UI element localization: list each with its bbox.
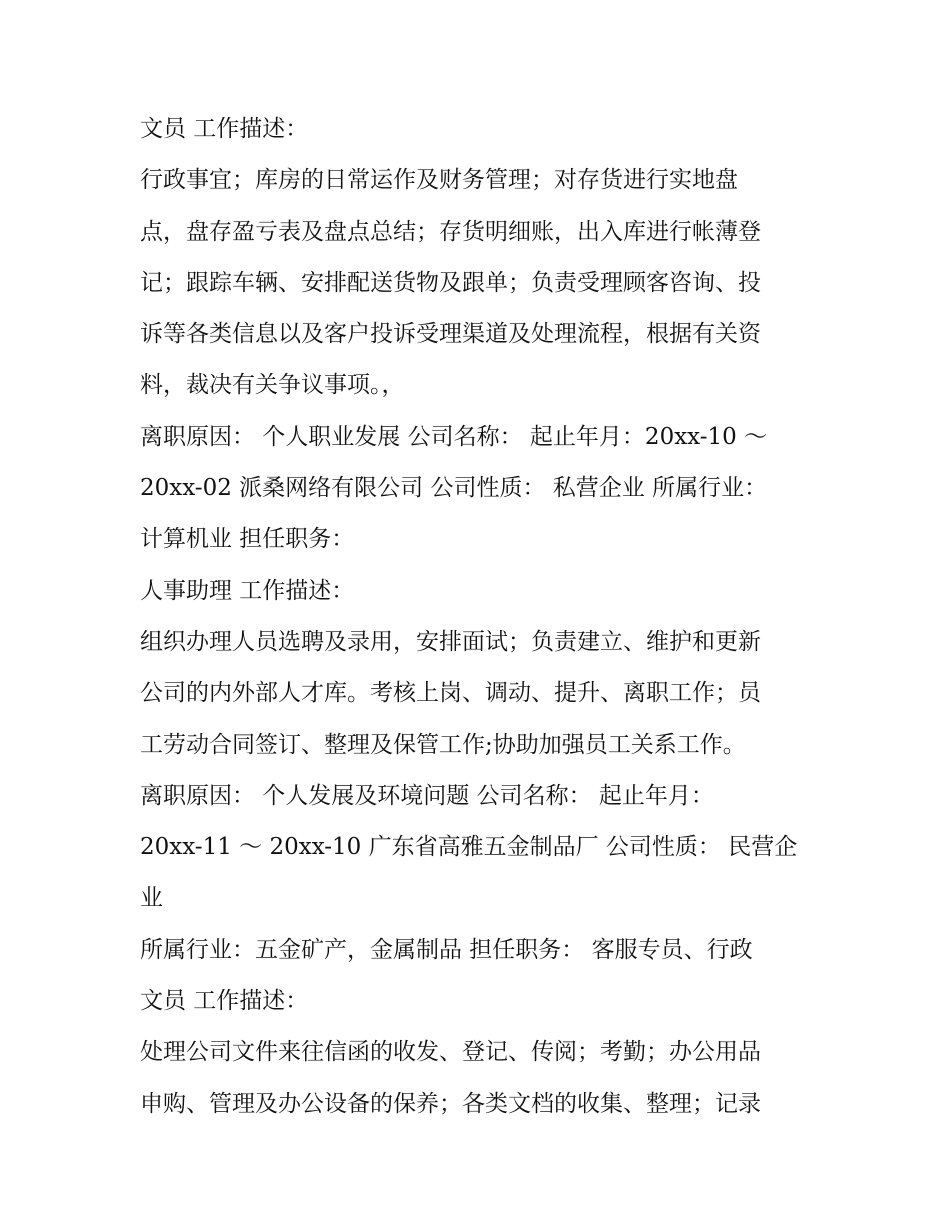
text-line: 文员 工作描述： [140, 988, 309, 1015]
text-line: 人事助理 工作描述： [140, 577, 355, 604]
text-line: 20xx-11 ～ 20xx-10 广东省高雅五金制品厂 公司性质： 民营企 [140, 834, 798, 861]
text-line: 所属行业：五金矿产，金属制品 担任职务： 客服专员、行政 [140, 936, 753, 963]
text-line: 组织办理人员选聘及录用，安排面试；负责建立、维护和更新 [140, 628, 761, 655]
text-line: 20xx-02 派桑网络有限公司 公司性质： 私营企业 所属行业： [140, 475, 768, 502]
text-line: 工劳动合同签订、整理及保管工作;协助加强员工关系工作。 [140, 731, 746, 758]
text-line: 处理公司文件来往信函的收发、登记、传阅；考勤；办公用品 [140, 1039, 761, 1066]
document-body [140, 104, 830, 1130]
text-line: 文员 工作描述： [140, 116, 309, 142]
text-line: 诉等各类信息以及客户投诉受理渠道及处理流程，根据有关资 [140, 321, 761, 348]
text-line: 行政事宜；库房的日常运作及财务管理；对存货进行实地盘 [140, 167, 738, 194]
text-line: 点，盘存盈亏表及盘点总结；存货明细账，出入库进行帐薄登 [140, 218, 761, 245]
text-line: 离职原因： 个人职业发展 公司名称： 起止年月：20xx-10 ～ [140, 423, 768, 450]
text-line: 料，裁决有关争议事项。， [140, 372, 405, 399]
text-line: 申购、管理及办公设备的保养；各类文档的收集、整理；记录 [140, 1090, 761, 1117]
text-line: 记；跟踪车辆、安排配送货物及跟单；负责受理顾客咨询、投 [140, 269, 761, 296]
text-line: 离职原因： 个人发展及环境问题 公司名称： 起止年月： [140, 782, 714, 809]
text-line: 计算机业 担任职务： [140, 526, 355, 553]
text-line: 公司的内外部人才库。考核上岗、调动、提升、离职工作；员 [140, 680, 761, 707]
text-line: 业 [140, 885, 163, 912]
